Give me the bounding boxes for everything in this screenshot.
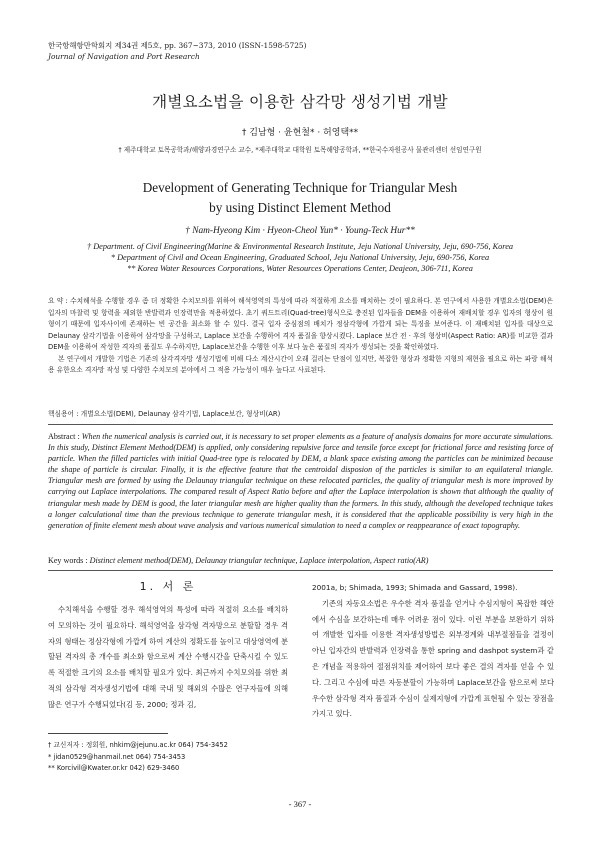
abstract-korean-label: 요 약 :	[48, 297, 71, 305]
keywords-english-label: Key words :	[48, 556, 90, 565]
affiliation-line: ** Korea Water Resources Corporations, Water Resources Operations Center, Deajeon, 306-711, Korea	[127, 264, 473, 274]
keywords-korean-text: 개별요소법(DEM), Delaunay 삼각기법, Laplace보간, 형상비(AR)	[80, 410, 281, 418]
keywords-english-text: Distinct element method(DEM), Delaunay triangular technique, Laplace interpolation, Aspect ratio(AR)	[89, 556, 429, 565]
authors-korean: † 김남형 · 윤현철* · 허영택**	[241, 128, 359, 138]
body-paragraph: 2001a, b; Shimada, 1993; Shimada and Gassard, 1998).	[312, 583, 518, 592]
footnotes	[48, 740, 308, 775]
section-heading-introduction: 1. 서 론	[139, 580, 197, 593]
affiliation-line: † Department. of Civil Engineering(Marine & Environmental Research Institute, Jeju National University, Jeju, 690-756, Korea	[86, 242, 514, 251]
keywords-korean	[48, 408, 553, 418]
journal-citation: 한국항해항만학회지 제34권 제5호, pp. 367~373, 2010 (ISSN-1598-5725)	[48, 41, 307, 50]
abstract-korean-para2: 본 연구에서 개발한 기법은 기존의 삼각격자망 생성기법에 비해 다소 계산시간이 오래 걸리는 단점이 있지만, 복잡한 형상과 정확한 지형의 재현을 필요로 하는 파랑 해석용 유한요소 격자망 작성 및 다양한 수치모의 분야에서 그 적용 가능성이 매우 높다고 사료된다.	[48, 354, 553, 374]
title-korean: 개별요소법을 이용한 삼각망 생성기법 개발	[152, 93, 448, 111]
abstract-korean-para1: 수치해석을 수행할 경우 좀 더 정확한 수치모의를 위하여 해석영역의 특성에 따라 적절하게 요소를 배치하는 것이 필요하다. 본 연구에서 사용한 개별요소법(DEM)은 입자의 마찰력 및 항력을 제외한 반발력과 인장력만을 적용하였다. 초기 쿼드트리(Quad-tree)형식으로 충진된 입자들을 DEM을 이용하여 재배치할 경우 입자의 형상이 원형이기 때문에 입자사이에 존재하는 빈 공간을 최소화 할 수 있다. 결국 입자 중심점의 배치가 정삼각형에 가깝게 되는 특징을 보여준다. 이 재배치된 입자를 대상으로 Delaunay 삼각기법을 이용하여 삼각망을 구성하고, Laplace 보간을 수행하여 격자 품질을 향상시켰다. Laplace 보간 전 · 후의 형상비(Aspect Ratio: AR)를 비교한 결과 DEM을 이용하여 작성한 격자의 품질도 우수하지만, Laplace보간을 수행한 이후 보다 높은 품질의 격자가 생성되는 것을 확인하였다.	[48, 297, 553, 351]
body-paragraph: 기존의 자동요소법은 우수한 격자 품질을 얻거나 수심지형이 복잡한 해안에서 수심을 보간하는데 매우 어려운 점이 있다. 이런 부분을 보완하기 위하여 개발한 입자를 이용한 격자생성방법은 외부경계와 내부절점들을 결정이 아닌 입자간의 반발력과 인장력을 통한 spring and dashpot system과 같은 개념을 적용하여 절점위치를 제어하여 보다 좋은 결의 격자를 얻을 수 있다. 그리고 수심에 따른 자동분할이 가능하며 Laplace보간을 함으로써 보다 우수한 삼각형 격자 품질과 수심이 실제지형에 가깝게 표현될 수 있는 장점을 가지고 있다.	[312, 598, 554, 719]
journal-header	[48, 40, 548, 62]
journal-name-en: Journal of Navigation and Port Research	[48, 52, 200, 61]
authors-english: † Nam-Hyeong Kim · Hyeon-Cheol Yun* · Young-Teck Hur**	[185, 226, 415, 236]
affiliation-korean: † 제주대학교 토목공학과/해양과경연구소 교수, *제주대학교 대학원 토목해양공학과, **한국수자원공사 물관리센터 선임연구원	[118, 146, 482, 154]
body-column-right	[312, 580, 554, 722]
title-english-line1: Development of Generating Technique for Triangular Mesh	[142, 180, 458, 195]
footnote: ** Korcivil@Kwater.or.kr 042) 629-3460	[48, 764, 180, 772]
page-number: - 367 -	[288, 799, 312, 809]
title-english	[0, 178, 600, 218]
divider	[48, 424, 553, 425]
footnote: * jidan0529@hanmail.net 064) 754-3453	[48, 752, 186, 761]
abstract-english	[48, 431, 553, 531]
abstract-english-label: Abstract :	[48, 432, 82, 441]
abstract-korean	[48, 296, 553, 377]
footnote: † 교신저자 : 정회원, nhkim@jejunu.ac.kr 064) 754-3452	[48, 741, 228, 749]
affiliations-english	[40, 241, 560, 275]
body-paragraph: 수치해석을 수행할 경우 해석영역의 특성에 따라 적절히 요소를 배치하여 모의하는 것이 필요하다. 해석영역을 삼각형 격자망으로 분할할 경우 격자의 형태는 정삼각형에 가깝게 하여 계산의 정확도를 높이고 대상영역에 분할된 격자의 총 개수를 최소화 함으로써 계산 수행시간을 단축시킬 수 있도록 적절한 크기의 요소를 배치할 필요가 있다. 최근까지 수치모의를 위한 최적의 삼각형 격자생성기법에 대해 국내 및 해외의 수많은 연구자들에 의해 많은 연구가 수행되었다(김 등, 2000; 정과 김,	[48, 605, 288, 709]
body-column-left	[48, 602, 288, 713]
divider	[48, 570, 553, 571]
affiliation-line: * Department of Civil and Ocean Engineering, Graduated School, Jeju National University, Jeju, 690-756, Korea	[110, 253, 490, 263]
keywords-english	[48, 556, 553, 565]
keywords-korean-label: 핵심용어 :	[48, 410, 81, 418]
title-english-line2: by using Distinct Element Method	[209, 200, 391, 215]
abstract-english-text: When the numerical analysis is carried out, it is necessary to set proper elements as a feature of analysis domains for more accurate simulations. In this study, Distinct Element Method(DEM) is applied, only considering repulsive force and tensile force except for frictional force and resisting force of particle. When the filled particles with initial Quad-tree type is relocated by DEM, a blank space existing among the particles can be minimized because the shape of particle is circular. Finally, it is the effective feature that the centroidal disposion of the particles is similar to an equilateral triangle. Triangular mesh are formed by using the Delaunay triangular technique on these relocated particles, the quality of triangular mesh is more improved by carrying out Laplace interpolations. The compared result of Aspect Ratio before and after the Laplace interpolation is shown that although the quality of triangular mesh made by DEM is good, the later triangular mesh are higher quality than the formers. In this study, although the developed technique takes a longer calculational time than the previous technique to generate triangular mesh, it is considered that the applicable possibility is very high in the generation of finite element mesh about wave analysis and various numerical simulation to need a complex or reappearance of exact topography.	[48, 432, 553, 530]
footnote-divider	[48, 733, 168, 734]
